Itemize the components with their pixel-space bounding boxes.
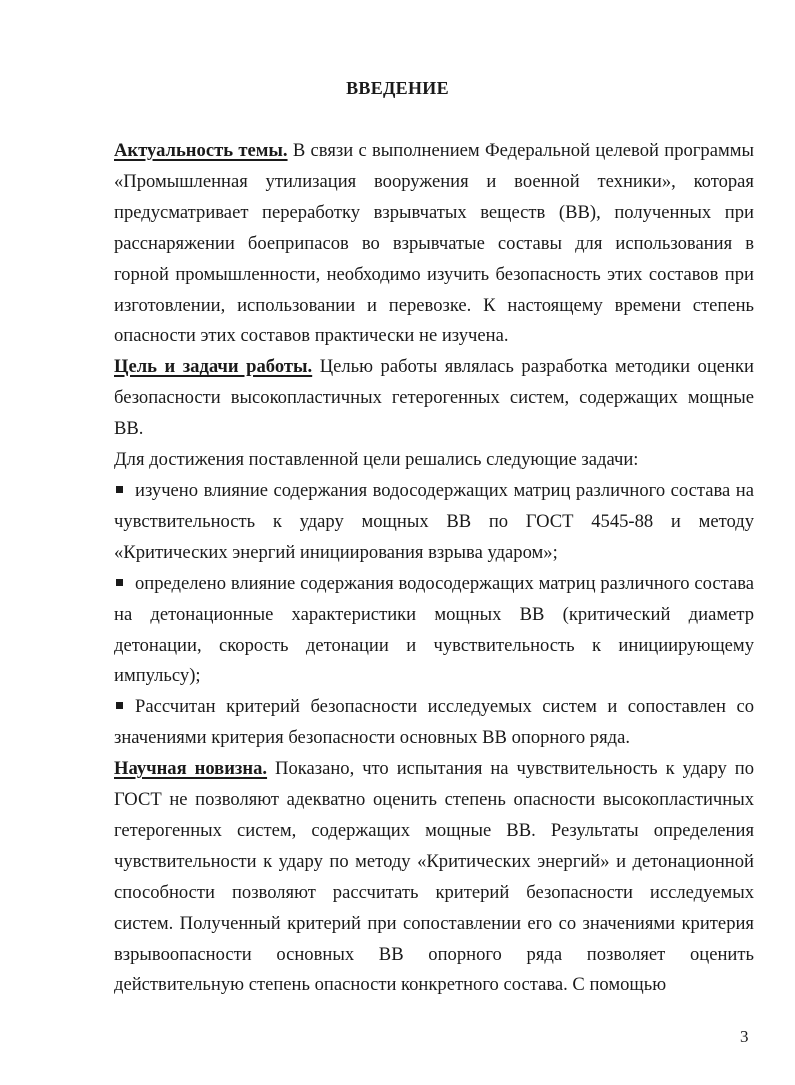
task-text: определено влияние содержания водосодержащих матриц различного состава на детонационные характеристики мощных ВВ (критический диаметр детонации, скорость детонации и чувствительность к инициирующему импульсу); (114, 572, 754, 687)
document-body (114, 136, 754, 1001)
tasks-intro: Для достижения поставленной цели решались следующие задачи: (114, 449, 639, 471)
bullet-icon (116, 702, 123, 709)
paragraph-novelty (114, 754, 754, 1001)
paragraph-goal (114, 352, 754, 445)
paragraph-relevance (114, 136, 754, 352)
bullet-icon (116, 486, 123, 493)
task-item (114, 569, 754, 693)
page-number: 3 (740, 1027, 749, 1046)
relevance-text: В связи с выполнением Федеральной целевой программы «Промышленная утилизация вооружения и военной техники», которая предусматривает переработку взрывчатых веществ (ВВ), полученных при расснаряжении боеприпасов во взрывчатые составы для использования в горной промышленности, необходимо изучить безопасность этих составов при изготовлении, использовании и перевозке. К настоящему времени степень опасности этих составов практически не изучена. (114, 140, 754, 347)
page-title: ВВЕДЕНИЕ (346, 78, 449, 98)
task-text: Рассчитан критерий безопасности исследуемых систем и сопоставлен со значениями критерия безопасности основных ВВ опорного ряда. (114, 696, 754, 749)
task-text: изучено влияние содержания водосодержащих матриц различного состава на чувствительность к удару мощных ВВ по ГОСТ 4545-88 и методу «Критических энергий инициирования взрыва ударом»; (114, 479, 754, 563)
heading-goal: Цель и задачи работы. (114, 356, 313, 378)
heading-novelty: Научная новизна. (114, 758, 268, 780)
bullet-icon (116, 579, 123, 586)
heading-relevance: Актуальность темы. (114, 140, 288, 161)
goal-text: Целью работы являлась разработка методики оценки безопасности высокопластичных гетерогенных систем, содержащих мощные ВВ. (114, 356, 754, 440)
task-item (114, 692, 754, 754)
novelty-text: Показано, что испытания на чувствительность к удару по ГОСТ не позволяют адекватно оценить степень опасности высокопластичных гетерогенных систем, содержащих мощные ВВ. Результаты определения чувствительности к удару по методу «Критических энергий» и детонационной способности позволяют рассчитать критерий безопасности исследуемых систем. Полученный критерий при сопоставлении его со значениями критерия взрывоопасности основных ВВ опорного ряда позволяет оценить действительную степень опасности конкретного состава. С помощью (114, 758, 754, 996)
task-item (114, 476, 754, 569)
